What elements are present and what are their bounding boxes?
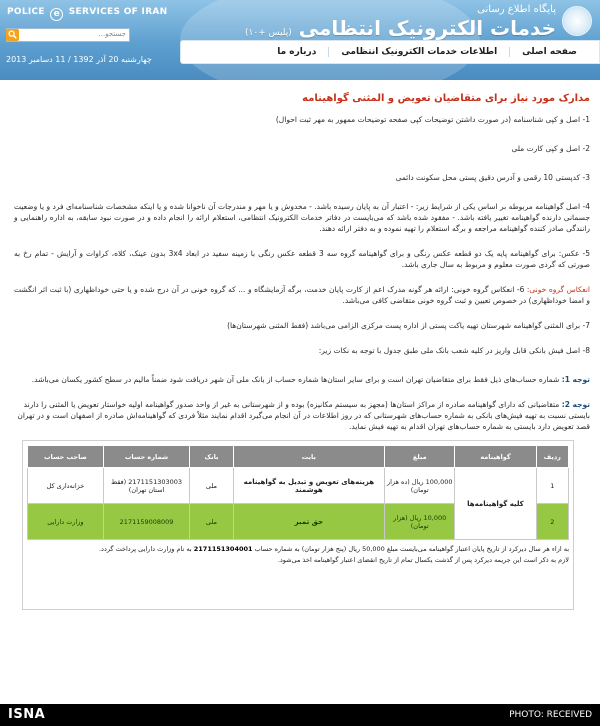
site-header	[0, 0, 600, 80]
fees-table-box	[22, 440, 574, 610]
list-item: 5- عکس: برای گواهینامه پایه یک دو قطعه عکس رنگی و برای گواهینامه گروه سه 3 قطعه عکس رنگی با زمینه سفید در ابعاد 3x4 بدون عینک، کلاه، کراوات و آرایش - تمام رخ به صورتی که گردی صورت معلوم و مربوط به سال جاری باشد.	[14, 249, 591, 269]
fees-table	[27, 445, 569, 540]
list-item: 2- اصل و کپی کارت ملی	[511, 144, 590, 153]
col-purpose: بابت	[233, 446, 384, 468]
late-fee-text-end: به نام وزارت دارایی پرداخت گردد.	[98, 545, 192, 553]
list-item: 3- کدپستی 10 رقمی و آدرس دقیق پستی محل سکونت دائمی	[395, 173, 590, 182]
nav-about[interactable]: درباره ما	[277, 47, 317, 57]
note-2	[14, 399, 590, 432]
nav-home[interactable]: صفحه اصلی	[509, 47, 589, 57]
e-logo-icon: e	[50, 8, 63, 21]
cell-purpose: هزینه‌های تعویض و تبدیل به گواهینامه هوشمند	[233, 468, 384, 504]
list-item: 1- اصل و کپی شناسنامه (در صورت داشتن توضیحات کپی صفحه توضیحات ممهور به مهر ثبت احوال)	[275, 115, 590, 124]
note-1-label: توجه 1:	[561, 375, 590, 384]
table-header-row	[28, 446, 569, 468]
current-date: چهارشنبه 20 آذر 1392 / 11 دسامبر 2013	[6, 55, 152, 64]
cell-owner: وزارت دارایی	[28, 504, 104, 540]
blood-type-text: 6- انعکاس گروه خونی: ارائه هر گونه مدرک اعم از کارت پایان خدمت، برگه آزمایشگاه و ... که گروه خونی در آن درج شده و یا حتی خوداظهاری (با ثبت اثر انگشت و امضا خوداظهاری) در خصوص تعیین و ثبت گروه خونی متقاضی کافی می‌باشد.	[14, 285, 590, 305]
brand-left-text: POLICE	[7, 7, 45, 17]
list-item: 4- اصل گواهینامه مربوطه بر اساس یکی از شرایط زیر: - اعتبار آن به پایان رسیده باشد. - مخدوش و یا مهر و مندرجات آن ناخوانا شده و یا اینکه مشخصات شناسنامه‌ای فرد و یا وضعیت جسمانی دارنده گواهینامه تغییر یافته باشد. - مفقود شده باشد که می‌بایست در دفاتر خدمات الکترونیک انتظامی، استعلام ارائه را انجام داده و در صورت نبود سابقه، به اداره راهنمایی و رانندگی صادر کننده گواهینامه مراجعه و برگه استعلام را تهیه نموده و به دفتر ارائه دهند.	[14, 202, 590, 233]
photo-credit: PHOTO: RECEIVED	[509, 710, 592, 720]
photo-credit-bar	[0, 704, 600, 726]
site-title-text: خدمات الکترونیک انتظامی	[298, 16, 556, 40]
blood-type-label: انعکاس گروه خونی:	[526, 285, 590, 294]
cell-owner: خزانه‌داری کل	[28, 468, 104, 504]
table-footnote	[27, 544, 569, 566]
cell-bank: ملی	[190, 504, 233, 540]
list-item-blood-type	[14, 284, 590, 306]
nav-services-info[interactable]: اطلاعات خدمات الکترونیک انتظامی	[328, 47, 509, 57]
note-1	[14, 374, 590, 385]
col-bank: بانک	[190, 446, 233, 468]
late-fee-text: به ازاء هر سال دیرکرد از تاریخ پایان اعتبار گواهینامه می‌بایست مبلغ 50,000 ریال (پنج هزار تومان) به شماره حساب	[254, 545, 569, 553]
col-row-number: ردیف	[536, 446, 568, 468]
site-title	[245, 16, 556, 40]
cell-account: 2171159008009	[103, 504, 190, 540]
note-1-text: شماره حساب‌های ذیل فقط برای متقاضیان تهران است و برای سایر استان‌ها شماره حساب از بانک ملی آن شهر دریافت شود ضمناً مالیم در سطح کشور یکسان می‌باشد.	[31, 375, 560, 384]
main-nav	[180, 40, 600, 64]
police-emblem-icon	[562, 6, 592, 36]
brand-logo[interactable]	[7, 7, 168, 21]
cell-amount: 100,000 ریال (ده هزار تومان)	[385, 468, 455, 504]
site-title-tag: (پلیس +۱۰)	[245, 28, 292, 38]
table-row	[28, 468, 569, 504]
list-item: 7- برای المثنی گواهینامه شهرستان تهیه یاکت پستی از اداره پست مرکزی الزامی می‌باشد (فقط المثنی شهرستان‌ها)	[227, 321, 590, 330]
col-account: شماره حساب	[103, 446, 190, 468]
late-fee-condition: لازم به ذکر است این جریمه دیرکرد پس از گذشت یکسال تمام از تاریخ انقضای اعتبار گواهینامه اخذ می‌شود.	[277, 556, 569, 564]
article-title: مدارک مورد نیاز برای متقاضیان تعویض و المثنی گواهینامه	[302, 93, 590, 104]
brand-mid-text: SERVICES OF IRAN	[68, 7, 168, 17]
search-button[interactable]	[6, 29, 19, 41]
late-fee-account: 2171151304001	[193, 545, 253, 553]
cell-purpose: حق تمبر	[233, 504, 384, 540]
agency-logo: ISNA	[8, 707, 46, 722]
col-license: گواهینامه	[455, 446, 536, 468]
list-item: 8- اصل فیش بانکی قابل واریز در کلیه شعب بانک ملی طبق جدول با توجه به نکات زیر:	[318, 346, 590, 355]
cell-row-number: 1	[536, 468, 568, 504]
cell-bank: ملی	[190, 468, 233, 504]
col-owner: صاحب حساب	[28, 446, 104, 468]
cell-row-number: 2	[536, 504, 568, 540]
note-2-label: توجه 2:	[561, 400, 590, 409]
cell-amount: 10,000 ریال (هزار تومان)	[385, 504, 455, 540]
site-subtitle: پایگاه اطلاع رسانی	[477, 4, 556, 15]
cell-license-all: کلیه گواهینامه‌ها	[455, 468, 536, 540]
cell-account: 2171151303003 (فقط استان تهران)	[103, 468, 190, 504]
search-icon	[8, 30, 17, 39]
article-content	[0, 81, 600, 704]
note-2-text: متقاضیانی که دارای گواهینامه صادره از مراکز استان‌ها (مجهز به سیستم مکانیزه) بوده و از شهرستانی به غیر از واحد صدور گواهینامه اولیه خواستار تعویض یا المثنی را دارند بایستی نسبت به تهیه فیش‌های بانکی به شماره حساب‌های شهرستانی که در روز اطلاعات در آن انجام می‌گیرد اقدام نمایند مثلاً فردی که گواهینامه‌اش صادره از اصفهان است و در تهران قصد تعویض دارد بایستی به شماره حساب‌های تهران اقدام به تهیه فیش نماید.	[17, 400, 590, 431]
search-input[interactable]: جستجو...	[6, 28, 130, 42]
late-fee-note	[27, 544, 569, 555]
col-amount: مبلغ	[385, 446, 455, 468]
